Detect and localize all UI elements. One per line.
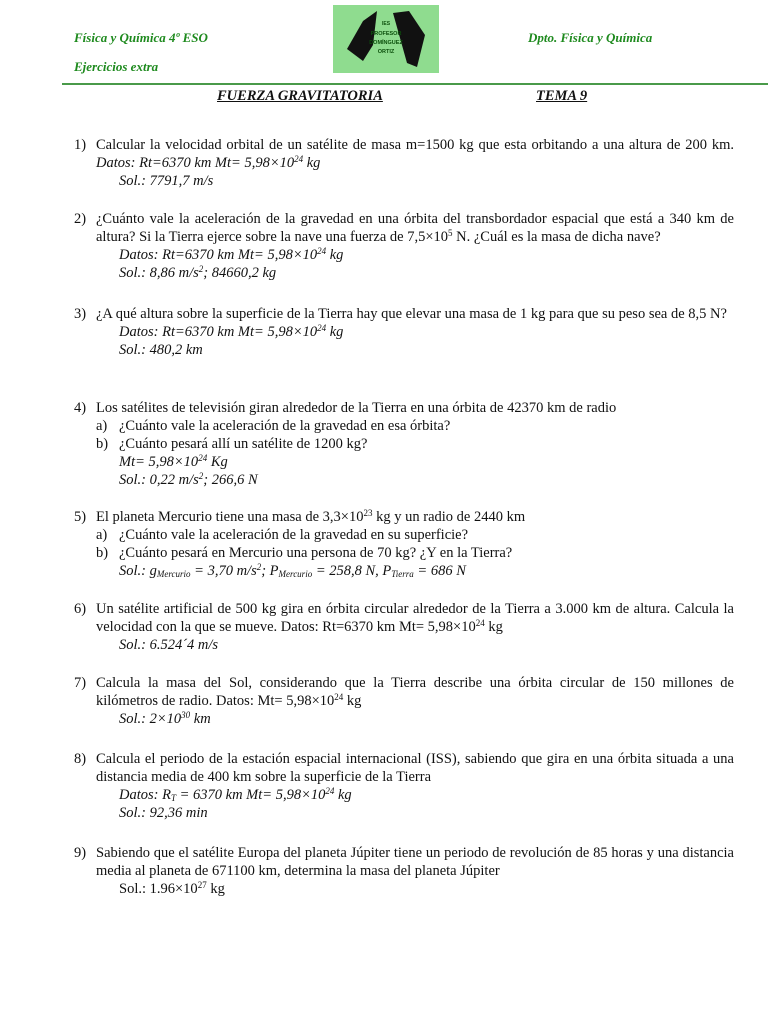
logo-text-line: IES bbox=[381, 21, 391, 27]
exercise-statement: ¿Cuánto vale la aceleración de la gravedad en una órbita del transbordador espacial que está a 340 km de altura? Si la Tierra ejerce sobre la nave una fuerza de $7,5\times 10^5$ N. ¿Cuál es la masa de dicha nave? bbox=[96, 211, 734, 245]
school-logo bbox=[333, 5, 439, 73]
exercise-statement: Calcular la velocidad orbital de un satélite de masa m=1500 kg que esta orbitando a una altura de 200 km. Datos: Rt=6370 km $Mt= 5,98\times 10^{24}$ kg bbox=[96, 137, 734, 171]
exercise-2 bbox=[74, 210, 734, 282]
exercise-number: 9) bbox=[74, 845, 87, 861]
exercise-7 bbox=[74, 674, 734, 728]
exercise-number: 1) bbox=[74, 137, 87, 153]
exercise-option-b: b) ¿Cuánto pesará allí un satélite de 1200 kg? bbox=[96, 436, 368, 452]
exercise-number: 5) bbox=[74, 509, 87, 525]
exercise-data: Datos: $R_T = 6370$ km $Mt= 5,98\times 10^{24}$ kg bbox=[119, 786, 352, 803]
exercise-solution: Sol.: 0,22 $m/s^2$; 266,6 N bbox=[119, 471, 258, 488]
exercise-number: 2) bbox=[74, 211, 87, 227]
exercise-data: Datos: Rt=6370 km $Mt= 5,98\times 10^{24}$ kg bbox=[119, 323, 344, 340]
logo-text-line: PROFESOR bbox=[370, 31, 402, 37]
exercise-number: 3) bbox=[74, 306, 87, 322]
exercise-9 bbox=[74, 844, 734, 898]
logo-text-line: DOMÍNGUEZ bbox=[369, 40, 403, 46]
exercise-solution: Sol.: 92,36 min bbox=[119, 805, 208, 821]
subtitle-label: Ejercicios extra bbox=[74, 59, 159, 74]
exercise-data: Datos: Rt=6370 km $Mt= 5,98\times 10^{24}$ kg bbox=[119, 246, 344, 263]
exercise-1 bbox=[74, 136, 734, 190]
exercise-3 bbox=[74, 305, 734, 359]
unit-title: TEMA 9 bbox=[536, 88, 588, 104]
exercise-statement: Un satélite artificial de 500 kg gira en órbita circular alrededor de la Tierra a 3.000 km de altura. Calcula la velocidad con la que se mueve. Datos: Rt=6370 km $Mt= 5,98\times 10^{24}$ kg bbox=[96, 601, 734, 635]
exercise-number: 7) bbox=[74, 675, 87, 691]
exercise-solution: Sol.: $1.96\times 10^{27}$ kg bbox=[119, 880, 225, 897]
exercise-statement: ¿A qué altura sobre la superficie de la Tierra hay que elevar una masa de 1 kg para que su peso sea de 8,5 N? bbox=[96, 306, 727, 322]
exercise-8 bbox=[74, 750, 734, 822]
exercise-statement: El planeta Mercurio tiene una masa de $3,3\times 10^{23}$ kg y un radio de 2440 km bbox=[96, 508, 526, 525]
exercise-5 bbox=[74, 508, 734, 580]
exercise-option-a: a) ¿Cuánto vale la aceleración de la gravedad en su superficie? bbox=[96, 527, 469, 543]
exercise-number: 6) bbox=[74, 601, 87, 617]
header-divider bbox=[62, 83, 768, 85]
exercise-statement: Los satélites de televisión giran alrededor de la Tierra en una órbita de 42370 km de radio bbox=[96, 400, 617, 416]
exercise-solution: Sol.: 8,86 $m/s^2$; 84660,2 kg bbox=[119, 264, 277, 281]
logo-text-line: ORTIZ bbox=[377, 49, 395, 55]
exercise-option-b: b) ¿Cuánto pesará en Mercurio una persona de 70 kg? ¿Y en la Tierra? bbox=[96, 545, 513, 561]
course-label: Física y Química 4º ESO bbox=[74, 30, 208, 45]
exercise-4 bbox=[74, 399, 734, 489]
exercise-data: $Mt= 5,98\times 10^{24}$ Kg bbox=[119, 453, 228, 470]
exercise-number: 8) bbox=[74, 751, 87, 767]
topic-title: FUERZA GRAVITATORIA bbox=[217, 88, 383, 104]
exercise-solution: Sol.: $2\times 10^{30}$ km bbox=[119, 710, 211, 727]
exercise-number: 4) bbox=[74, 400, 87, 416]
department-label: Dpto. Física y Química bbox=[528, 30, 653, 45]
exercise-6 bbox=[74, 600, 734, 654]
exercise-solution: Sol.: 7791,7 m/s bbox=[119, 173, 214, 189]
exercise-statement: Sabiendo que el satélite Europa del planeta Júpiter tiene un periodo de revolución de 85 horas y una distancia media al planeta de 671100 km, determina la masa del planeta Júpiter bbox=[96, 845, 734, 879]
exercise-solution: Sol.: $g_{Mercurio} = 3,70$ $m/s^2$; $P_{Mercurio} = 258,8$ N, $P_{Tierra} = 686$ N bbox=[119, 562, 466, 579]
exercise-option-a: a) ¿Cuánto vale la aceleración de la gravedad en esa órbita? bbox=[96, 418, 451, 434]
exercise-solution: Sol.: 480,2 km bbox=[119, 342, 203, 358]
exercise-statement: Calcula la masa del Sol, considerando que la Tierra describe una órbita circular de 150 millones de kilómetros de radio. Datos: $Mt= 5,98\times 10^{24}$ kg bbox=[96, 675, 734, 709]
exercise-solution: Sol.: 6.524´4 m/s bbox=[119, 637, 219, 653]
exercise-statement: Calcula el periodo de la estación espacial internacional (ISS), sabiendo que gira en una órbita situada a una distancia media de 400 km sobre la superficie de la Tierra bbox=[96, 751, 734, 785]
